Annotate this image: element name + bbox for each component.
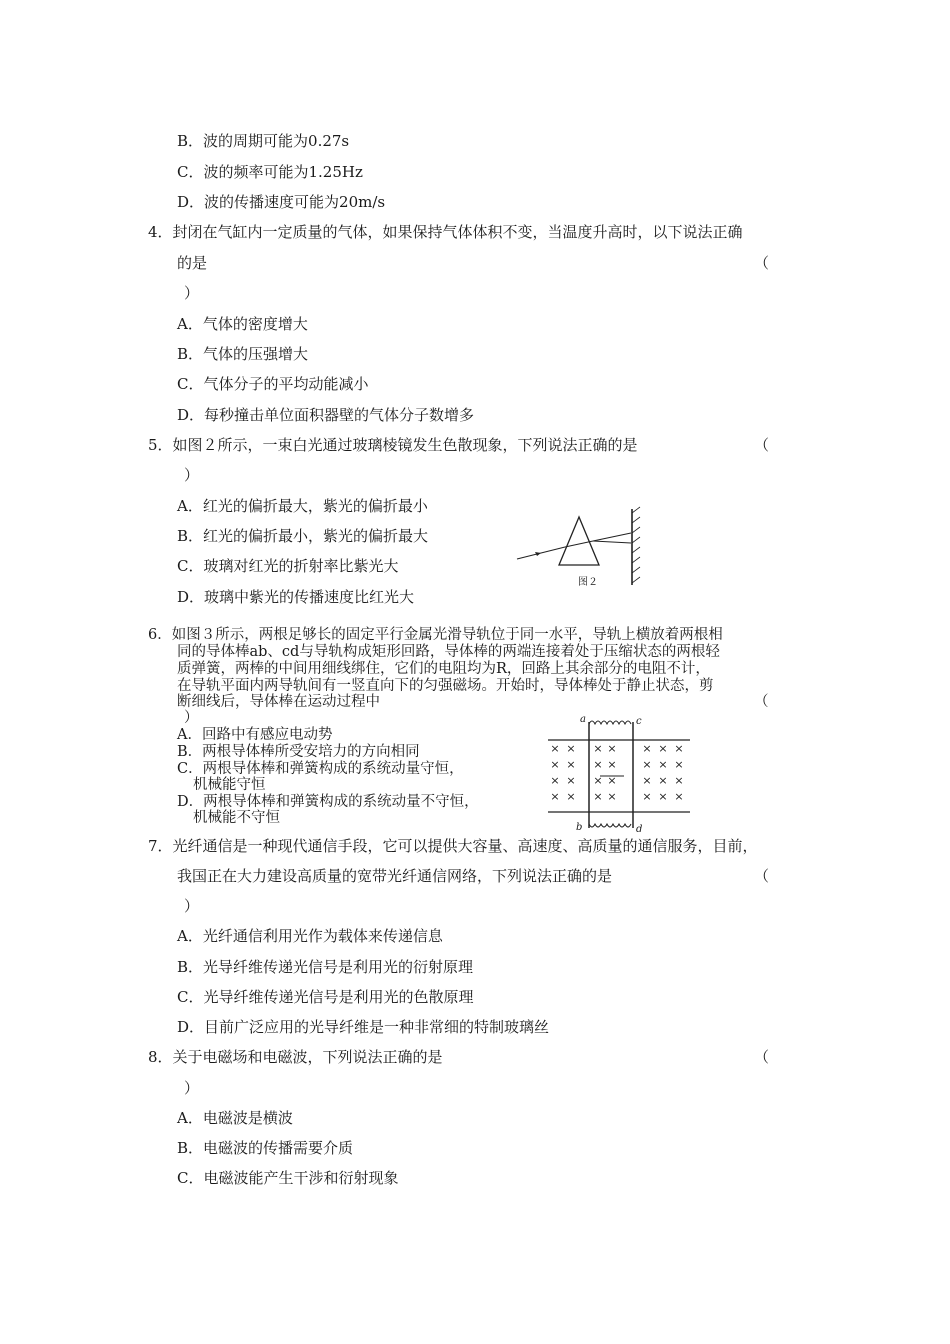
label-c: c bbox=[636, 716, 642, 727]
q6-stem-line4: 在导轨平面内两导轨间有一竖直向下的匀强磁场。开始时，导体棒处于静止状态，剪 bbox=[177, 678, 714, 694]
field-mark: × bbox=[674, 774, 684, 787]
q7-option-c: C．光导纤维传递光信号是利用光的色散原理 bbox=[177, 988, 474, 1006]
field-mark: × bbox=[566, 790, 576, 803]
q7-answer-paren-close: ） bbox=[184, 897, 200, 915]
spring-top bbox=[589, 721, 631, 724]
q3-option-b: B．波的周期可能为0.27s bbox=[177, 132, 350, 150]
q6-answer-paren-open: （ bbox=[754, 694, 769, 710]
spring-bottom bbox=[589, 824, 631, 827]
q5-option-b: B．红光的偏折最小，紫光的偏折最大 bbox=[177, 527, 429, 545]
q6-option-c-line1: C．两根导体棒和弹簧构成的系统动量守恒， bbox=[177, 761, 464, 777]
q5-option-d: D．玻璃中紫光的传播速度比红光大 bbox=[177, 588, 415, 606]
field-mark: × bbox=[658, 774, 668, 787]
field-mark: × bbox=[607, 790, 617, 803]
field-mark: × bbox=[593, 790, 603, 803]
dispersed-ray-top bbox=[593, 533, 631, 541]
q6-option-a: A．回路中有感应电动势 bbox=[177, 727, 333, 743]
field-mark: × bbox=[593, 758, 603, 771]
q6-stem-line1: 6．如图３所示，两根足够长的固定平行金属光滑导轨位于同一水平，导轨上横放着两根相 bbox=[148, 627, 723, 643]
field-mark: × bbox=[566, 774, 576, 787]
field-mark: × bbox=[566, 758, 576, 771]
q4-stem-line1: 4．封闭在气缸内一定质量的气体，如果保持气体体积不变，当温度升高时，以下说法正确 bbox=[148, 223, 743, 241]
q5-answer-paren-close: ） bbox=[184, 466, 200, 484]
q4-option-c: C．气体分子的平均动能减小 bbox=[177, 375, 369, 393]
rail-field-figure bbox=[540, 712, 700, 838]
q8-answer-paren-open: （ bbox=[754, 1048, 770, 1066]
field-mark: × bbox=[674, 758, 684, 771]
field-mark: × bbox=[658, 758, 668, 771]
q8-answer-paren-close: ） bbox=[184, 1079, 200, 1097]
q6-stem-line2: 同的导体棒ab、cd与导轨构成矩形回路，导体棒的两端连接着处于压缩状态的两根轻 bbox=[177, 644, 720, 660]
q7-option-b: B．光导纤维传递光信号是利用光的衍射原理 bbox=[177, 958, 474, 976]
q8-option-c: C．电磁波能产生干涉和衍射现象 bbox=[177, 1169, 399, 1187]
field-mark: × bbox=[642, 758, 652, 771]
field-mark: × bbox=[642, 742, 652, 755]
q5-stem: 5．如图２所示，一束白光通过玻璃棱镜发生色散现象，下列说法正确的是 bbox=[148, 436, 638, 454]
q8-stem: 8．关于电磁场和电磁波，下列说法正确的是 bbox=[148, 1048, 443, 1066]
label-b: b bbox=[576, 822, 583, 833]
q6-stem-line5: 断细线后，导体棒在运动过程中 bbox=[177, 694, 380, 710]
field-mark: × bbox=[550, 758, 560, 771]
field-mark: × bbox=[566, 742, 576, 755]
q6-option-b: B．两根导体棒所受安培力的方向相同 bbox=[177, 744, 420, 760]
q5-option-c: C．玻璃对红光的折射率比紫光大 bbox=[177, 557, 399, 575]
field-mark: × bbox=[607, 758, 617, 771]
q5-option-a: A．红光的偏折最大，紫光的偏折最小 bbox=[177, 497, 428, 515]
field-mark: × bbox=[550, 790, 560, 803]
field-mark: × bbox=[658, 790, 668, 803]
q6-option-d-line2: 机械能不守恒 bbox=[193, 810, 280, 826]
field-mark: × bbox=[593, 742, 603, 755]
field-mark: × bbox=[607, 774, 617, 787]
magnetic-field-marks bbox=[550, 742, 683, 803]
field-mark: × bbox=[674, 790, 684, 803]
q3-option-c: C．波的频率可能为1.25Hz bbox=[177, 163, 363, 181]
q6-answer-paren-close: ） bbox=[184, 710, 199, 726]
q8-option-a: A．电磁波是横波 bbox=[177, 1109, 293, 1127]
field-mark: × bbox=[550, 774, 560, 787]
figure-2-caption: 图２ bbox=[578, 577, 598, 588]
field-mark: × bbox=[607, 742, 617, 755]
q7-answer-paren-open: （ bbox=[754, 867, 770, 885]
dispersed-ray-bottom bbox=[593, 541, 631, 543]
q7-option-d: D．目前广泛应用的光导纤维是一种非常细的特制玻璃丝 bbox=[177, 1018, 550, 1036]
q8-option-b: B．电磁波的传播需要介质 bbox=[177, 1139, 354, 1157]
field-mark: × bbox=[593, 774, 603, 787]
q4-answer-paren-open: （ bbox=[754, 254, 770, 272]
q4-option-b: B．气体的压强增大 bbox=[177, 345, 309, 363]
label-d: d bbox=[636, 824, 643, 835]
q6-stem-line3: 质弹簧，两棒的中间用细线绑住，它们的电阻均为R，回路上其余部分的电阻不计， bbox=[177, 661, 710, 677]
q4-answer-paren-close: ） bbox=[184, 284, 200, 302]
q7-stem-line2: 我国正在大力建设高质量的宽带光纤通信网络，下列说法正确的是 bbox=[177, 867, 613, 885]
label-a: a bbox=[580, 714, 586, 725]
field-mark: × bbox=[642, 790, 652, 803]
q7-stem-line1: 7．光纤通信是一种现代通信手段，它可以提供大容量、高速度、高质量的通信服务，目前， bbox=[148, 837, 758, 855]
q4-option-d: D．每秒撞击单位面积器壁的气体分子数增多 bbox=[177, 406, 475, 424]
field-mark: × bbox=[658, 742, 668, 755]
q7-option-a: A．光纤通信利用光作为载体来传递信息 bbox=[177, 927, 443, 945]
q5-answer-paren-open: （ bbox=[754, 436, 770, 454]
prism-figure bbox=[515, 503, 645, 593]
q6-option-c-line2: 机械能守恒 bbox=[193, 777, 266, 793]
field-mark: × bbox=[642, 774, 652, 787]
q3-option-d: D．波的传播速度可能为20m/s bbox=[177, 193, 386, 211]
q4-stem-line2: 的是 bbox=[177, 254, 208, 272]
field-mark: × bbox=[550, 742, 560, 755]
q6-option-d-line1: D．两根导体棒和弹簧构成的系统动量不守恒， bbox=[177, 794, 479, 810]
field-mark: × bbox=[674, 742, 684, 755]
q4-option-a: A．气体的密度增大 bbox=[177, 315, 308, 333]
